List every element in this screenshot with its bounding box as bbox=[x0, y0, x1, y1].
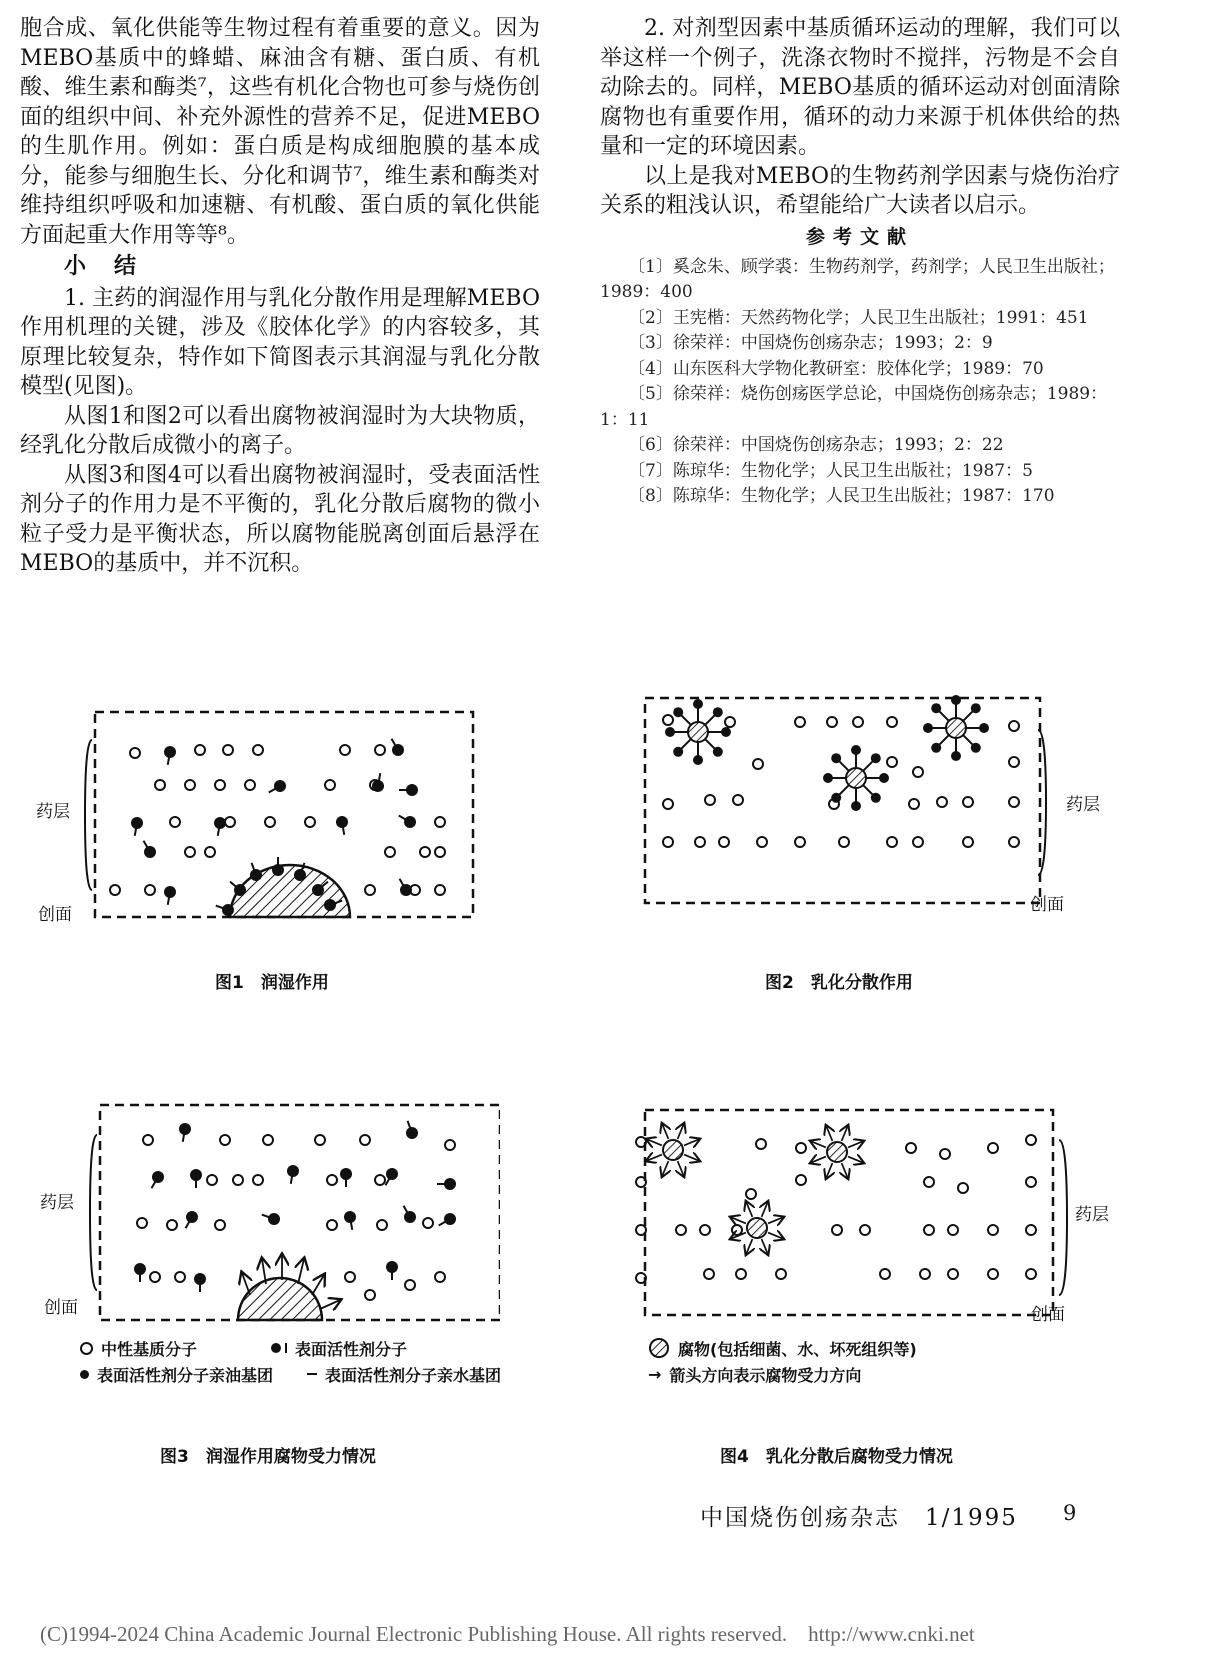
neutral-molecule bbox=[423, 1218, 433, 1228]
lipophilic-group-icon bbox=[80, 1370, 89, 1379]
neutral-molecule-icon bbox=[80, 1342, 93, 1355]
surfactant-molecule bbox=[665, 727, 675, 737]
surfactant-molecule bbox=[444, 1178, 456, 1190]
surfactant-molecule bbox=[871, 753, 881, 763]
necrotic-particle bbox=[688, 722, 708, 742]
figure-2-emulsification bbox=[620, 690, 1130, 930]
neutral-molecule bbox=[233, 1175, 243, 1185]
force-arrow bbox=[762, 1202, 768, 1217]
neutral-molecule bbox=[853, 717, 863, 727]
surfactant-molecule bbox=[404, 1211, 416, 1223]
copyright-line: (C)1994-2024 China Academic Journal Electronic Publishing House. All rights reserved. http://www.cnki.net bbox=[40, 1622, 975, 1646]
force-arrow bbox=[678, 1161, 684, 1176]
drug-layer-bracket bbox=[1059, 1140, 1067, 1295]
neutral-molecule bbox=[223, 745, 233, 755]
neutral-molecule bbox=[245, 780, 255, 790]
surfactant-molecule bbox=[194, 1273, 206, 1285]
surfactant-molecule bbox=[713, 707, 723, 717]
neutral-molecule bbox=[435, 847, 445, 857]
necrotic-mass bbox=[230, 865, 350, 917]
surfactant-molecule bbox=[831, 793, 841, 803]
force-arrow bbox=[848, 1157, 863, 1163]
neutral-molecule bbox=[776, 1269, 786, 1279]
surfactant-molecule bbox=[673, 747, 683, 757]
surfactant-molecule bbox=[386, 1261, 398, 1273]
figure-2-caption: 图2 乳化分散作用 bbox=[765, 973, 913, 993]
page-number: 9 bbox=[1063, 1501, 1077, 1525]
surfactant-molecule-icon bbox=[271, 1343, 281, 1353]
neutral-molecule bbox=[253, 745, 263, 755]
neutral-molecule bbox=[827, 717, 837, 727]
surfactant-molecule bbox=[831, 753, 841, 763]
neutral-molecule bbox=[909, 799, 919, 809]
neutral-molecule bbox=[1026, 1177, 1036, 1187]
force-arrow bbox=[842, 1126, 848, 1141]
label-wound: 创面 bbox=[1030, 895, 1064, 915]
neutral-molecule bbox=[913, 767, 923, 777]
force-arrow bbox=[746, 1239, 752, 1254]
force-arrow bbox=[811, 1141, 826, 1147]
neutral-molecule bbox=[205, 847, 215, 857]
paragraph-continued: 胞合成、氧化供能等生物过程有着重要的意义。因为MEBO基质中的蜂蜡、麻油含有糖、蛋白质、有机酸、维生素和酶类⁷，这些有机化合物也可参与烧伤创面的组织中间、补充外源性的营养不足，促进MEBO的生肌作用。例如：蛋白质是构成细胞膜的基本成分，能参与细胞生长、分化和调节⁷，维生素和酶类对维持组织呼吸和加速糖、有机酸、蛋白质的氧化供能方面起重大作用等等⁸。 bbox=[20, 16, 540, 248]
surfactant-molecule bbox=[406, 1127, 418, 1139]
neutral-molecule bbox=[719, 837, 729, 847]
neutral-molecule bbox=[733, 795, 743, 805]
neutral-molecule bbox=[948, 1225, 958, 1235]
neutral-molecule bbox=[795, 837, 805, 847]
neutral-molecule bbox=[948, 1269, 958, 1279]
neutral-molecule bbox=[796, 1175, 806, 1185]
reference-item: 〔6〕徐荣祥：中国烧伤创疡杂志；1993；2：22 bbox=[628, 435, 1004, 455]
surfactant-molecule bbox=[392, 744, 404, 756]
neutral-molecule bbox=[988, 1225, 998, 1235]
neutral-molecule bbox=[906, 1143, 916, 1153]
reference-item: 〔3〕徐荣祥：中国烧伤创疡杂志；1993；2：9 bbox=[628, 333, 993, 353]
label-drug-layer: 药层 bbox=[36, 802, 70, 822]
surfactant-molecule bbox=[713, 747, 723, 757]
neutral-molecule bbox=[753, 759, 763, 769]
neutral-molecule bbox=[435, 885, 445, 895]
legend-surfactant: 表面活性剂分子 bbox=[295, 1339, 408, 1359]
surfactant-molecule bbox=[931, 703, 941, 713]
neutral-molecule bbox=[360, 1135, 370, 1145]
neutral-molecule bbox=[704, 1269, 714, 1279]
legend-molecules bbox=[80, 1335, 501, 1387]
legend-necrotic-matter: 腐物(包括细菌、水、坏死组织等) bbox=[678, 1339, 917, 1359]
surfactant-molecule bbox=[268, 1213, 280, 1225]
figure-4-diagram bbox=[615, 1100, 1135, 1330]
hydrophilic-group-icon bbox=[307, 1373, 317, 1375]
figure-1-wetting bbox=[30, 700, 490, 930]
neutral-molecule bbox=[145, 885, 155, 895]
surfactant-molecule bbox=[879, 773, 889, 783]
neutral-molecule bbox=[924, 1225, 934, 1235]
neutral-molecule bbox=[963, 797, 973, 807]
molecule-group bbox=[636, 1124, 1036, 1283]
neutral-molecule bbox=[305, 817, 315, 827]
neutral-molecule bbox=[913, 837, 923, 847]
neutral-molecule bbox=[725, 717, 735, 727]
neutral-molecule bbox=[327, 1220, 337, 1230]
neutral-molecule bbox=[215, 1220, 225, 1230]
neutral-molecule bbox=[445, 1140, 455, 1150]
neutral-molecule bbox=[937, 797, 947, 807]
neutral-molecule bbox=[195, 745, 205, 755]
label-wound: 创面 bbox=[38, 905, 72, 925]
figure-3-wetting-forces bbox=[30, 1095, 500, 1325]
molecule-group bbox=[663, 695, 1019, 847]
left-column bbox=[20, 14, 540, 579]
neutral-molecule bbox=[796, 1143, 806, 1153]
neutral-molecule bbox=[887, 757, 897, 767]
label-wound: 创面 bbox=[1031, 1305, 1065, 1325]
force-arrow bbox=[678, 1124, 684, 1139]
neutral-molecule bbox=[880, 1269, 890, 1279]
surfactant-molecule bbox=[179, 1123, 191, 1135]
surfactant-molecule bbox=[340, 1168, 352, 1180]
surfactant-molecule bbox=[971, 703, 981, 713]
neutral-molecule bbox=[435, 1272, 445, 1282]
surfactant-molecule bbox=[164, 746, 176, 758]
neutral-molecule bbox=[155, 780, 165, 790]
force-arrow bbox=[826, 1126, 832, 1141]
force-arrow bbox=[684, 1155, 699, 1161]
molecule-group bbox=[134, 1121, 456, 1300]
surfactant-molecule bbox=[372, 780, 384, 792]
neutral-molecule bbox=[220, 1135, 230, 1145]
journal-footer: 中国烧伤创疡杂志 1/1995 bbox=[700, 1505, 1018, 1531]
neutral-molecule bbox=[663, 715, 673, 725]
neutral-molecule bbox=[676, 1225, 686, 1235]
label-wound: 创面 bbox=[44, 1298, 78, 1318]
neutral-molecule bbox=[137, 1218, 147, 1228]
paragraph-summary-2: 从图1和图2可以看出腐物被润湿时为大块物质，经乳化分散后成微小的离子。 bbox=[20, 403, 540, 458]
legend-force-direction: 箭头方向表示腐物受力方向 bbox=[669, 1365, 862, 1385]
neutral-molecule bbox=[110, 885, 120, 895]
surfactant-tail-icon bbox=[285, 1343, 287, 1353]
neutral-molecule bbox=[175, 1272, 185, 1282]
neutral-molecule bbox=[215, 780, 225, 790]
surfactant-molecule bbox=[131, 817, 143, 829]
neutral-molecule bbox=[185, 847, 195, 857]
surfactant-molecule bbox=[923, 723, 933, 733]
force-arrow bbox=[848, 1141, 863, 1147]
force-arrow bbox=[684, 1139, 699, 1145]
reference-item: 〔2〕王宪楷：天然药物化学；人民卫生出版社；1991：451 bbox=[628, 307, 1089, 328]
neutral-molecule bbox=[958, 1183, 968, 1193]
surfactant-molecule bbox=[693, 699, 703, 709]
neutral-molecule bbox=[887, 837, 897, 847]
references-title: 参考文献 bbox=[805, 225, 914, 248]
force-arrow bbox=[768, 1233, 783, 1239]
force-arrow bbox=[826, 1163, 832, 1178]
neutral-molecule bbox=[365, 885, 375, 895]
surfactant-molecule bbox=[164, 886, 176, 898]
surfactant-molecule bbox=[400, 884, 412, 896]
neutral-molecule bbox=[700, 1225, 710, 1235]
neutral-molecule bbox=[375, 1175, 385, 1185]
surfactant-molecule bbox=[444, 1213, 456, 1225]
surfactant-molecule bbox=[190, 1169, 202, 1181]
neutral-molecule bbox=[185, 780, 195, 790]
reference-item: 〔7〕陈琼华：生物化学；人民卫生出版社；1987：5 bbox=[628, 460, 1033, 481]
surfactant-molecule bbox=[823, 773, 833, 783]
neutral-molecule bbox=[832, 1225, 842, 1235]
figure-3-diagram bbox=[30, 1095, 500, 1325]
surfactant-molecule bbox=[152, 1171, 164, 1183]
force-arrow bbox=[762, 1239, 768, 1254]
surfactant-molecule bbox=[931, 743, 941, 753]
figure-3-caption: 图3 润湿作用腐物受力情况 bbox=[160, 1447, 376, 1467]
surfactant-molecule bbox=[214, 817, 226, 829]
neutral-molecule bbox=[887, 717, 897, 727]
neutral-molecule bbox=[839, 837, 849, 847]
neutral-molecule bbox=[435, 817, 445, 827]
surfactant-molecule bbox=[851, 745, 861, 755]
neutral-molecule bbox=[963, 837, 973, 847]
surfactant-molecule bbox=[134, 1263, 146, 1275]
label-drug-layer: 药层 bbox=[1075, 1205, 1109, 1225]
right-column bbox=[600, 14, 1120, 510]
neutral-molecule bbox=[1009, 757, 1019, 767]
necrotic-mass bbox=[238, 1278, 322, 1320]
neutral-molecule bbox=[225, 817, 235, 827]
neutral-molecule bbox=[340, 745, 350, 755]
necrotic-particle bbox=[827, 1142, 847, 1162]
neutral-molecule bbox=[1009, 797, 1019, 807]
force-arrow bbox=[746, 1202, 752, 1217]
neutral-molecule bbox=[1026, 1135, 1036, 1145]
neutral-molecule bbox=[420, 847, 430, 857]
neutral-molecule bbox=[143, 1135, 153, 1145]
neutral-molecule bbox=[253, 1175, 263, 1185]
neutral-molecule bbox=[327, 1175, 337, 1185]
necrotic-particle bbox=[747, 1218, 767, 1238]
neutral-molecule bbox=[756, 1139, 766, 1149]
neutral-molecule bbox=[988, 1269, 998, 1279]
surfactant-molecule bbox=[274, 780, 286, 792]
neutral-molecule bbox=[265, 817, 275, 827]
surfactant-molecule bbox=[404, 816, 416, 828]
neutral-molecule bbox=[1026, 1269, 1036, 1279]
surfactant-molecule bbox=[186, 1211, 198, 1223]
surfactant-molecule bbox=[979, 723, 989, 733]
figure-1-caption: 图1 润湿作用 bbox=[215, 973, 329, 993]
neutral-molecule bbox=[1009, 721, 1019, 731]
neutral-molecule bbox=[663, 837, 673, 847]
neutral-molecule bbox=[1026, 1225, 1036, 1235]
drug-layer-bracket bbox=[90, 1135, 97, 1290]
neutral-molecule bbox=[150, 1272, 160, 1282]
neutral-molecule bbox=[695, 837, 705, 847]
neutral-molecule bbox=[636, 1177, 646, 1187]
surfactant-molecule bbox=[871, 793, 881, 803]
surfactant-molecule bbox=[406, 784, 418, 796]
neutral-molecule bbox=[705, 795, 715, 805]
figure-4-emulsified-forces bbox=[615, 1100, 1135, 1330]
figure-1-diagram bbox=[30, 700, 490, 930]
surfactant-molecule bbox=[386, 1168, 398, 1180]
force-arrow bbox=[731, 1217, 746, 1223]
surfactant-molecule bbox=[344, 1211, 356, 1223]
section-heading-summary: 小结 bbox=[64, 253, 165, 279]
paragraph-summary-3: 从图3和图4可以看出腐物被润湿时，受表面活性剂分子的作用力是不平衡的，乳化分散后腐物的微小粒子受力是平衡状态，所以腐物能脱离创面后悬浮在MEBO的基质中，并不沉积。 bbox=[20, 462, 540, 576]
surfactant-molecule bbox=[851, 801, 861, 811]
surfactant-molecule bbox=[336, 816, 348, 828]
neutral-molecule bbox=[405, 1280, 415, 1290]
neutral-molecule bbox=[263, 1135, 273, 1145]
neutral-molecule bbox=[170, 817, 180, 827]
neutral-molecule bbox=[345, 1272, 355, 1282]
surfactant-molecule bbox=[673, 707, 683, 717]
neutral-molecule bbox=[365, 1290, 375, 1300]
legend-necrotic bbox=[648, 1335, 917, 1387]
paragraph-summary-1: 1. 主药的润湿作用与乳化分散作用是理解MEBO作用机理的关键，涉及《胶体化学》的内容较多，其原理比较复杂，特作如下简图表示其润湿与乳化分散模型(见图)。 bbox=[20, 285, 540, 399]
neutral-molecule bbox=[732, 1225, 742, 1235]
force-arrow bbox=[842, 1163, 848, 1178]
surfactant-molecule bbox=[971, 743, 981, 753]
drug-layer-bracket bbox=[85, 740, 92, 890]
necrotic-particle bbox=[846, 768, 866, 788]
neutral-molecule bbox=[736, 1269, 746, 1279]
force-arrow bbox=[662, 1161, 668, 1176]
label-drug-layer: 药层 bbox=[1066, 795, 1100, 815]
surfactant-molecule bbox=[287, 1165, 299, 1177]
paragraph-conclusion: 以上是我对MEBO的生物药剂学因素与烧伤治疗关系的粗浅认识，希望能给广大读者以启示。 bbox=[600, 163, 1120, 218]
legend-lipophilic: 表面活性剂分子亲油基团 bbox=[97, 1365, 274, 1385]
neutral-molecule bbox=[385, 847, 395, 857]
arrow-right-icon: → bbox=[648, 1364, 662, 1384]
reference-item: 〔5〕徐荣祥：烧伤创疡医学总论，中国烧伤创疡杂志；1989：1：11 bbox=[600, 384, 1108, 430]
legend-neutral-matrix: 中性基质分子 bbox=[101, 1339, 198, 1359]
neutral-molecule bbox=[860, 1225, 870, 1235]
surfactant-molecule bbox=[721, 727, 731, 737]
surfactant-molecule bbox=[693, 755, 703, 765]
neutral-molecule bbox=[377, 1220, 387, 1230]
reference-item: 〔1〕奚念朱、顾学裘：生物药剂学，药剂学；人民卫生出版社；1989：400 bbox=[600, 256, 1115, 302]
neutral-molecule bbox=[663, 799, 673, 809]
neutral-molecule bbox=[746, 1189, 756, 1199]
force-arrow bbox=[647, 1139, 662, 1145]
neutral-molecule bbox=[207, 1175, 217, 1185]
necrotic-particle bbox=[946, 718, 966, 738]
surfactant-molecule bbox=[144, 846, 156, 858]
neutral-molecule bbox=[757, 837, 767, 847]
necrotic-particle bbox=[663, 1140, 683, 1160]
figure-4-caption: 图4 乳化分散后腐物受力情况 bbox=[720, 1447, 953, 1467]
legend-hydrophilic: 表面活性剂分子亲水基团 bbox=[325, 1365, 502, 1385]
neutral-molecule bbox=[130, 748, 140, 758]
neutral-molecule bbox=[988, 1143, 998, 1153]
neutral-molecule bbox=[167, 1220, 177, 1230]
drug-layer-box bbox=[645, 1110, 1053, 1315]
necrotic-matter-icon bbox=[648, 1337, 670, 1359]
force-arrow bbox=[647, 1155, 662, 1161]
neutral-molecule bbox=[924, 1177, 934, 1187]
neutral-molecule bbox=[315, 1135, 325, 1145]
force-arrow bbox=[662, 1124, 668, 1139]
neutral-molecule bbox=[795, 717, 805, 727]
reference-item: 〔4〕山东医科大学物化教研室：胶体化学；1989：70 bbox=[628, 358, 1044, 379]
surfactant-molecule bbox=[951, 751, 961, 761]
neutral-molecule bbox=[1009, 837, 1019, 847]
force-arrow bbox=[811, 1157, 826, 1163]
neutral-molecule bbox=[636, 1225, 646, 1235]
label-drug-layer: 药层 bbox=[40, 1193, 74, 1213]
reference-item: 〔8〕陈琼华：生物化学；人民卫生出版社；1987：170 bbox=[628, 486, 1055, 506]
force-arrow bbox=[768, 1217, 783, 1223]
neutral-molecule bbox=[940, 1149, 950, 1159]
paragraph-matrix-circulation: 2. 对剂型因素中基质循环运动的理解，我们可以举这样一个例子，洗涤衣物时不搅拌，污物是不会自动除去的。同样，MEBO基质的循环运动对创面清除腐物也有重要作用，循环的动力来源于机体供给的热量和一定的环境因素。 bbox=[600, 16, 1120, 159]
neutral-molecule bbox=[375, 745, 385, 755]
surfactant-molecule bbox=[951, 695, 961, 705]
neutral-molecule bbox=[325, 780, 335, 790]
neutral-molecule bbox=[920, 1269, 930, 1279]
